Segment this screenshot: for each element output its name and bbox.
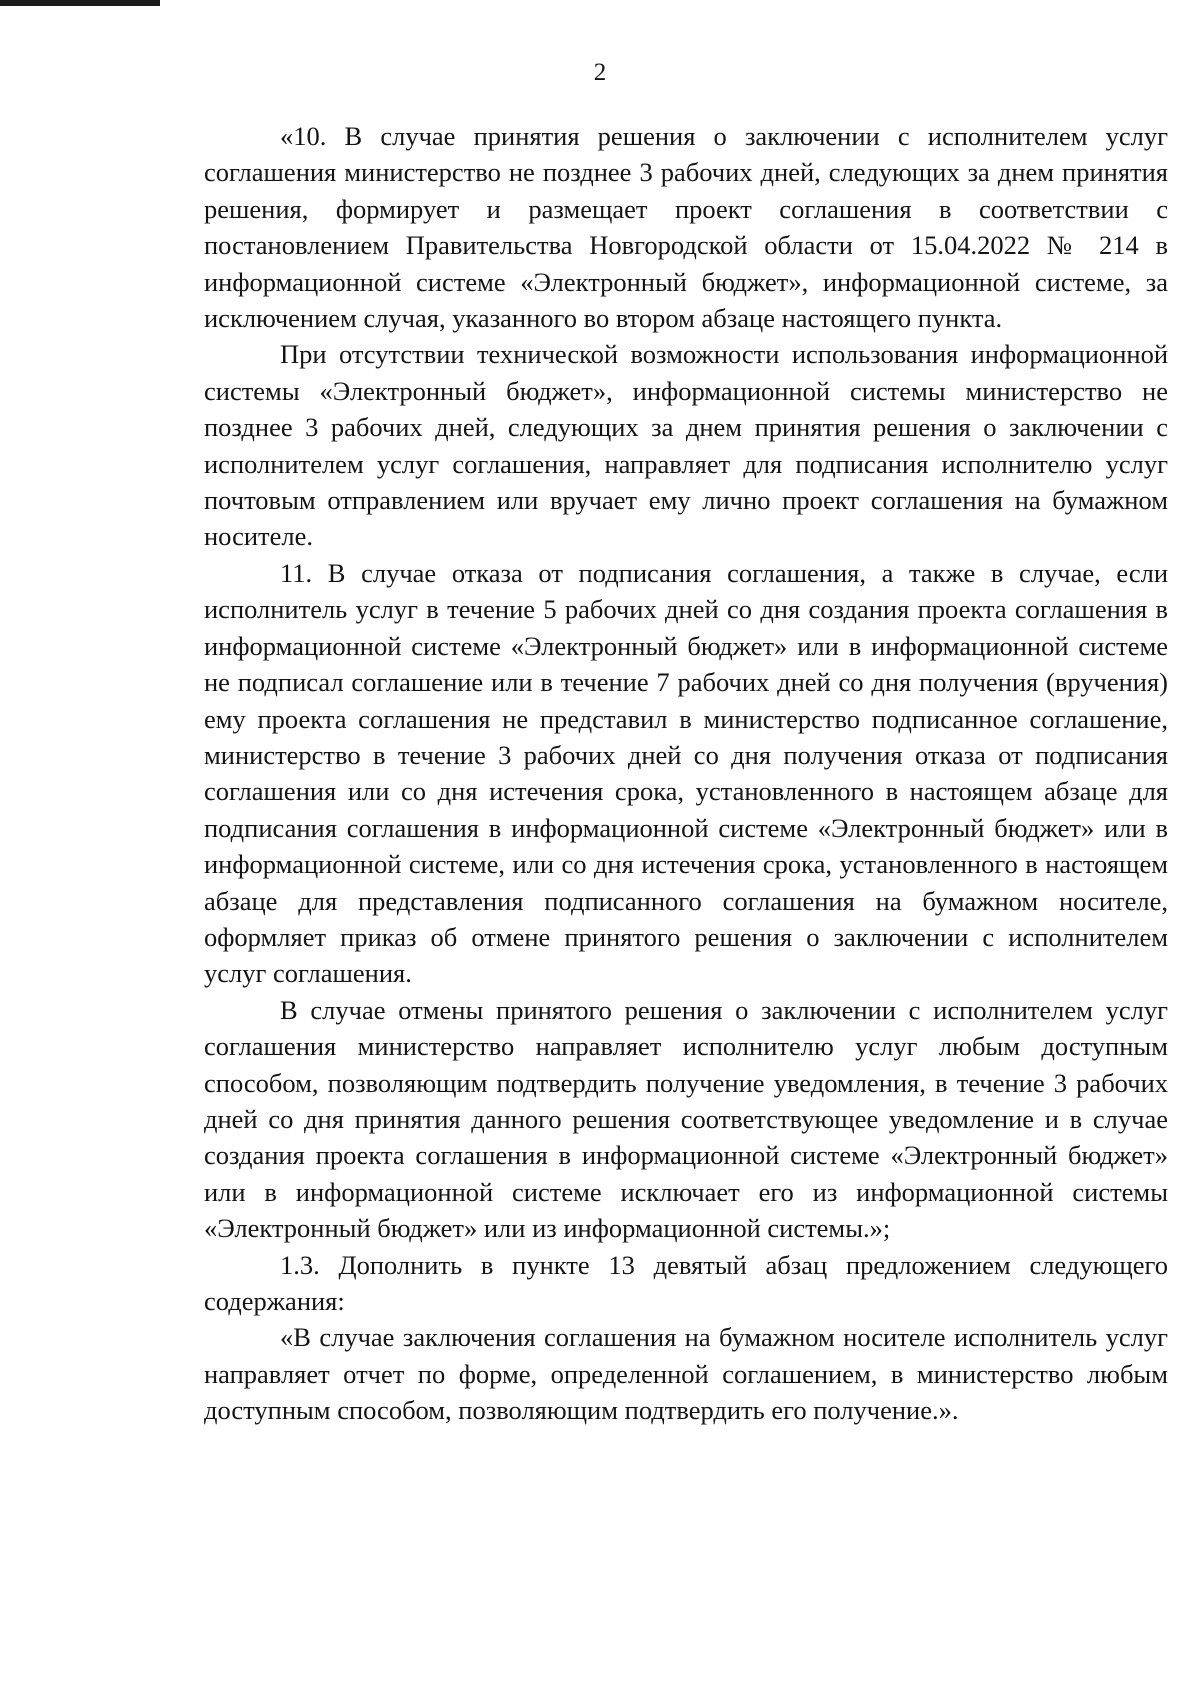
paragraph-10: «10. В случае принятия решения о заключении с исполнителем услуг соглашения министерство не позднее 3 рабочих дней, следующих за днем принятия решения, формирует и размещает проект соглашения в соответствии с постановлением Правительства Новгородской области от 15.04.2022 № 214 в информационной системе «Электронный бюджет», информационной системе, за исключением случая, указанного во втором абзаце настоящего пункта. bbox=[204, 121, 1168, 334]
paragraph-1-3-quote: «В случае заключения соглашения на бумажном носителе исполнитель услуг направляет отчет по форме, определенной соглашением, в министерство любым доступным способом, позволяющим подтвердить его получение.». bbox=[204, 1322, 1168, 1426]
paragraph-11: 11. В случае отказа от подписания соглашения, а также в случае, если исполнитель услуг в течение 5 рабочих дней со дня создания проекта соглашения в информационной системе «Электронный бюджет» или в информационной системе не подписал соглашение или в течение 7 рабочих дней со дня получения (вручения) ему проекта соглашения не представил в министерство подписанное соглашение, министерство в течение 3 рабочих дней со дня получения отказа от подписания соглашения или со дня истечения срока, установленного в настоящем абзаце для подписания соглашения в информационной системе «Электронный бюджет» или в информационной системе, или со дня истечения срока, установленного в настоящем абзаце для представления подписанного соглашения на бумажном носителе, оформляет приказ об отмене принятого решения о заключении с исполнителем услуг соглашения. bbox=[204, 557, 1168, 989]
scan-edge-mark bbox=[0, 0, 160, 6]
paragraph-11-second-part: В случае отмены принятого решения о заключении с исполнителем услуг соглашения министерство направляет исполнителю услуг любым доступным способом, позволяющим подтвердить получение уведомления, в течение 3 рабочих дней со дня принятия данного решения соответствующее уведомление и в случае создания проекта соглашения в информационной системе «Электронный бюджет» или в информационной системе исключает его из информационной системы «Электронный бюджет» или из информационной системы.»; bbox=[204, 994, 1168, 1244]
paragraph-10-second-part: При отсутствии технической возможности использования информационной системы «Электронный бюджет», информационной системы министерство не позднее 3 рабочих дней, следующих за днем принятия решения о заключении с исполнителем услуг соглашения, направляет для подписания исполнителю услуг почтовым отправлением или вручает ему лично проект соглашения на бумажном носителе. bbox=[204, 339, 1168, 552]
document-body bbox=[204, 118, 1168, 1429]
paragraph-1-3: 1.3. Дополнить в пункте 13 девятый абзац предложением следующего содержания: bbox=[204, 1249, 1168, 1316]
page-number: 2 bbox=[593, 59, 607, 86]
